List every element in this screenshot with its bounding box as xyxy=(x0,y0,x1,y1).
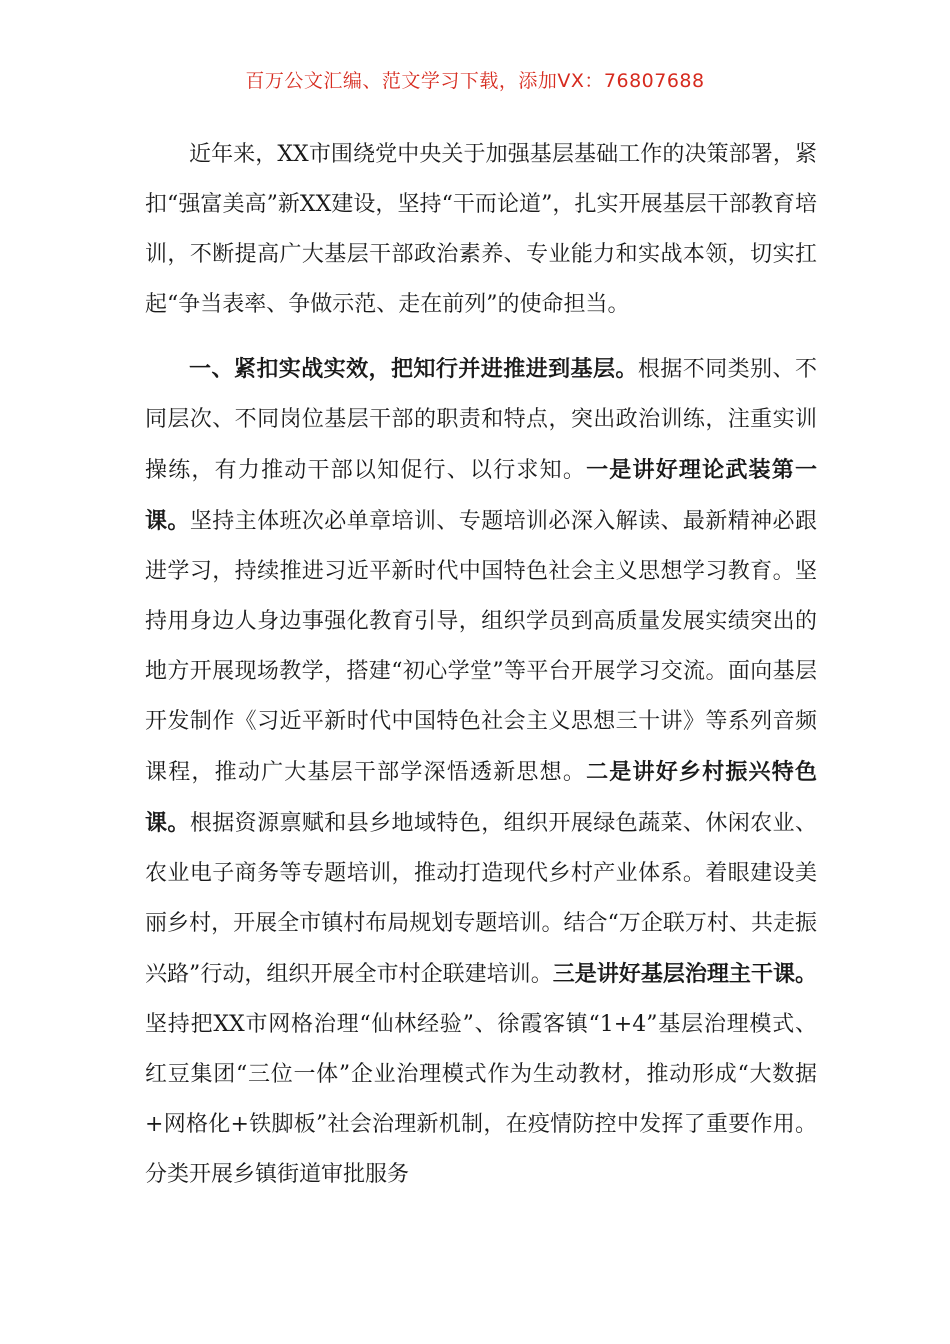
section-one-intro: 根据不同类别、不同层次、不同岗位基层干部的职责和特点，突出政治训练，注重实训操练，有力推动干部以知促行、以行求知。 xyxy=(145,357,817,483)
intro-paragraph xyxy=(145,130,817,330)
point-one-text: 坚持主体班次必单章培训、专题培训必深入解读、最新精神必跟进学习，持续推进习近平新时代中国特色社会主义思想学习教育。坚持用身边人身边事强化教育引导，组织学员到高质量发展实绩突出的地方开展现场教学，搭建“初心学堂”等平台开展学习交流。面向基层开发制作《习近平新时代中国特色社会主义思想三十讲》等系列音频课程，推动广大基层干部学深悟透新思想。 xyxy=(145,509,817,785)
document-body xyxy=(145,130,817,1200)
watermark-header: 百万公文汇编、范文学习下载，添加VX：76807688 xyxy=(245,70,705,92)
intro-paragraph-text: 近年来，XX市围绕党中央关于加强基层基础工作的决策部署，紧扣“强富美高”新XX建设，坚持“干而论道”，扎实开展基层干部教育培训，不断提高广大基层干部政治素养、专业能力和实战本领，切实扛起“争当表率、争做示范、走在前列”的使命担当。 xyxy=(145,142,817,317)
point-three-text: 坚持把XX市网格治理“仙林经验”、徐霞客镇“1+4”基层治理模式、红豆集团“三位一体”企业治理模式作为生动教材，推动形成“大数据+网格化+铁脚板”社会治理新机制，在疫情防控中发挥了重要作用。分类开展乡镇街道审批服务 xyxy=(145,1012,817,1187)
point-three-title: 三是讲好基层治理主干课。 xyxy=(552,961,817,987)
section-one-paragraph xyxy=(145,344,817,1200)
point-two-title: 二是讲好乡村振兴特色课。 xyxy=(145,759,817,836)
section-one-heading: 一、紧扣实战实效，把知行并进推进到基层。 xyxy=(189,356,638,382)
point-two-text: 根据资源禀赋和县乡地域特色，组织开展绿色蔬菜、休闲农业、农业电子商务等专题培训，推动打造现代乡村产业体系。着眼建设美丽乡村，开展全市镇村布局规划专题培训。结合“万企联万村、共走振兴路”行动，组织开展全市村企联建培训。 xyxy=(145,811,817,987)
point-one-title: 一是讲好理论武装第一课。 xyxy=(145,457,817,534)
